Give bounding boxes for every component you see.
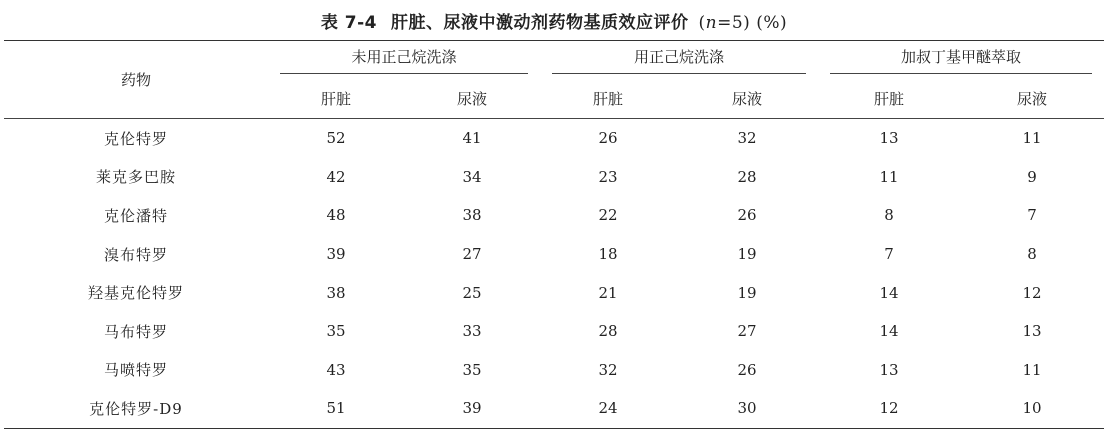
- table-cell: 32: [598, 360, 618, 379]
- table-cell: 11: [1022, 360, 1042, 379]
- table-row: [4, 235, 1104, 274]
- table-params: (n=5) (%): [698, 13, 788, 33]
- table-cell: 28: [737, 167, 757, 186]
- table-row: [4, 389, 1104, 428]
- subheader-urine: 尿液: [676, 79, 818, 119]
- table-cell: 13: [1022, 322, 1042, 341]
- table-cell: 21: [598, 283, 618, 302]
- table-cell: 10: [960, 389, 1104, 428]
- table-cell: 24: [540, 389, 676, 428]
- table-cell: 48: [326, 206, 346, 225]
- table-cell: 11: [879, 167, 899, 186]
- table-cell: 38: [462, 206, 482, 225]
- table-cell: 38: [326, 283, 346, 302]
- table-cell: 8: [1027, 245, 1037, 264]
- table-cell: 14: [879, 322, 899, 341]
- table-cell: 26: [737, 206, 757, 225]
- table-cell: 26: [737, 360, 757, 379]
- table-cell: 23: [598, 167, 618, 186]
- table-cell: 11: [1022, 129, 1042, 148]
- table-cell: 13: [879, 129, 899, 148]
- drug-name: 马布特罗: [103, 322, 168, 341]
- table-number: 表 7-4: [320, 13, 378, 33]
- table-cell: 7: [1027, 206, 1037, 225]
- table-cell: 43: [326, 360, 346, 379]
- matrix-effect-table: [4, 40, 1104, 429]
- group-header-unwashed: 未用正己烷洗涤: [268, 41, 540, 80]
- table-cell: 14: [879, 283, 899, 302]
- table-cell: 13: [879, 360, 899, 379]
- table-cell: 27: [737, 322, 757, 341]
- table-cell: 42: [326, 167, 346, 186]
- table-cell: 52: [326, 129, 346, 148]
- table-cell: 22: [598, 206, 618, 225]
- drug-name: 克伦特罗: [103, 129, 168, 148]
- table-cell: 19: [737, 283, 757, 302]
- table-cell: 41: [462, 129, 482, 148]
- table-cell: 51: [268, 389, 404, 428]
- drug-name: 克伦潘特: [103, 206, 168, 225]
- group-header-hexane-washed: 用正己烷洗涤: [540, 41, 818, 80]
- table-caption: [0, 8, 1108, 33]
- table-row: [4, 351, 1104, 390]
- drug-name: 克伦特罗-D9: [4, 389, 268, 428]
- group-header-mtbe-extraction: 加叔丁基甲醚萃取: [818, 41, 1104, 80]
- table-row: [4, 119, 1104, 158]
- table-row: [4, 196, 1104, 235]
- table-cell: 12: [818, 389, 960, 428]
- subheader-urine: 尿液: [960, 79, 1104, 119]
- table-cell: 27: [462, 245, 482, 264]
- table-cell: 8: [884, 206, 894, 225]
- table-cell: 28: [598, 322, 618, 341]
- table-cell: 25: [462, 283, 482, 302]
- table-cell: 30: [676, 389, 818, 428]
- table-cell: 26: [598, 129, 618, 148]
- drug-name: 马喷特罗: [103, 361, 168, 380]
- table-row: [4, 312, 1104, 351]
- subheader-urine: 尿液: [404, 79, 540, 119]
- table-cell: 18: [598, 245, 618, 264]
- table-row: [4, 273, 1104, 312]
- table-row: [4, 158, 1104, 197]
- subheader-liver: 肝脏: [268, 79, 404, 119]
- subheader-liver: 肝脏: [818, 79, 960, 119]
- table-cell: 35: [326, 322, 346, 341]
- table-cell: 9: [1027, 167, 1037, 186]
- table-cell: 39: [404, 389, 540, 428]
- table-cell: 7: [884, 245, 894, 264]
- drug-name: 溴布特罗: [103, 245, 168, 264]
- column-header-drug: 药物: [4, 41, 268, 119]
- table-cell: 39: [326, 245, 346, 264]
- table-cell: 33: [462, 322, 482, 341]
- table-cell: 32: [737, 129, 757, 148]
- table-cell: 34: [462, 167, 482, 186]
- table-cell: 12: [1022, 283, 1042, 302]
- table-cell: 35: [462, 360, 482, 379]
- drug-name: 羟基克伦特罗: [87, 284, 184, 303]
- subheader-liver: 肝脏: [540, 79, 676, 119]
- table-title: 肝脏、尿液中激动剂药物基质效应评价: [391, 13, 689, 33]
- drug-name: 莱克多巴胺: [95, 168, 176, 187]
- table-cell: 19: [737, 245, 757, 264]
